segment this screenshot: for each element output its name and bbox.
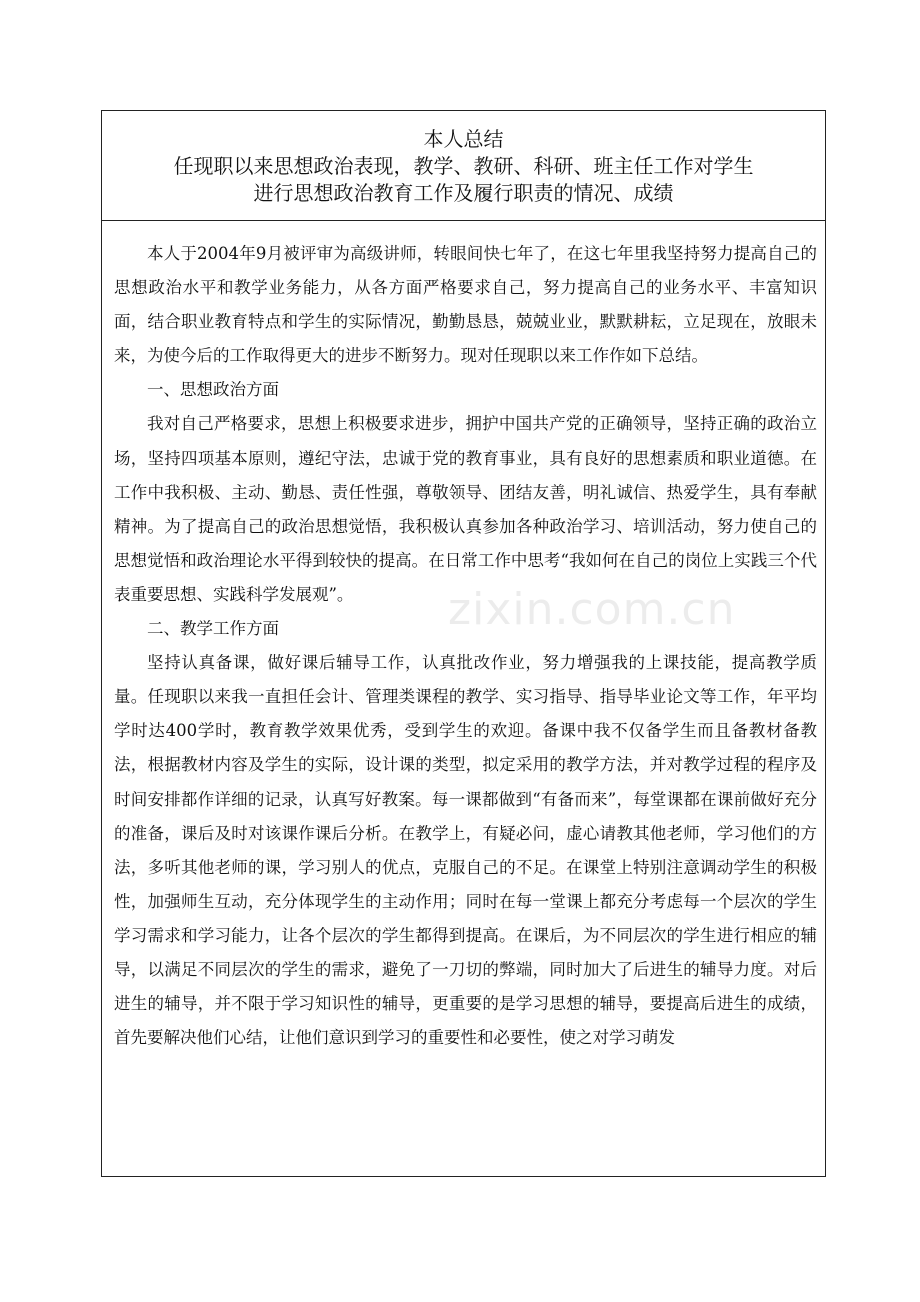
summary-body	[114, 237, 817, 1055]
intro-paragraph: 本人于2004年9月被评审为高级讲师，转眼间快七年了，在这七年里我坚持努力提高自己的思想政治水平和教学业务能力，从各方面严格要求自己，努力提高自己的业务水平、丰富知识面，结合职业教育特点和学生的实际情况，勤勤恳恳，兢兢业业，默默耕耘，立足现在，放眼未来，为使今后的工作取得更大的进步不断努力。现对任现职以来工作作如下总结。	[114, 244, 817, 366]
watermark: zixin.com.cn	[448, 584, 736, 635]
section-heading-political: 一、思想政治方面	[147, 380, 279, 400]
summary-table	[101, 110, 826, 1177]
header-title: 本人总结	[423, 127, 504, 151]
political-paragraph: 我对自己严格要求，思想上积极要求进步，拥护中国共产党的正确领导，坚持正确的政治立场，坚持四项基本原则，遵纪守法，忠诚于党的教育事业，具有良好的思想素质和职业道德。在工作中我积极、主动、勤恳、责任性强，尊敬领导、团结友善，明礼诚信、热爱学生，具有奉献精神。为了提高自己的政治思想觉悟，我积极认真参加各种政治学习、培训活动，努力使自己的思想觉悟和政治理论水平得到较快的提高。在日常工作中思考“我如何在自己的岗位上实践三个代表重要思想、实践科学发展观”。	[114, 414, 817, 604]
section-heading-teaching: 二、教学工作方面	[147, 619, 279, 639]
header-subtitle-line-2: 进行思想政治教育工作及履行职责的情况、成绩	[253, 181, 674, 205]
header-subtitle-line-1: 任现职以来思想政治表现，教学、教研、科研、班主任工作对学生	[173, 154, 754, 178]
table-header	[102, 111, 825, 221]
teaching-paragraph: 坚持认真备课，做好课后辅导工作，认真批改作业，努力增强我的上课技能，提高教学质量。任现职以来我一直担任会计、管理类课程的教学、实习指导、指导毕业论文等工作，年平均学时达400学时，教育教学效果优秀，受到学生的欢迎。备课中我不仅备学生而且备教材备教法，根据教材内容及学生的实际，设计课的类型，拟定采用的教学方法，并对教学过程的程序及时间安排都作详细的记录，认真写好教案。每一课都做到“有备而来”，每堂课都在课前做好充分的准备，课后及时对该课作课后分析。在教学上，有疑必问，虚心请教其他老师，学习他们的方法，多听其他老师的课，学习别人的优点，克服自己的不足。在课堂上特别注意调动学生的积极性，加强师生互动，充分体现学生的主动作用；同时在每一堂课上都充分考虑每一个层次的学生学习需求和学习能力，让各个层次的学生都得到提高。在课后，为不同层次的学生进行相应的辅导，以满足不同层次的学生的需求，避免了一刀切的弊端，同时加大了后进生的辅导力度。对后进生的辅导，并不限于学习知识性的辅导，更重要的是学习思想的辅导，要提高后进生的成绩，首先要解决他们心结，让他们意识到学习的重要性和必要性，使之对学习萌发	[114, 653, 817, 1048]
